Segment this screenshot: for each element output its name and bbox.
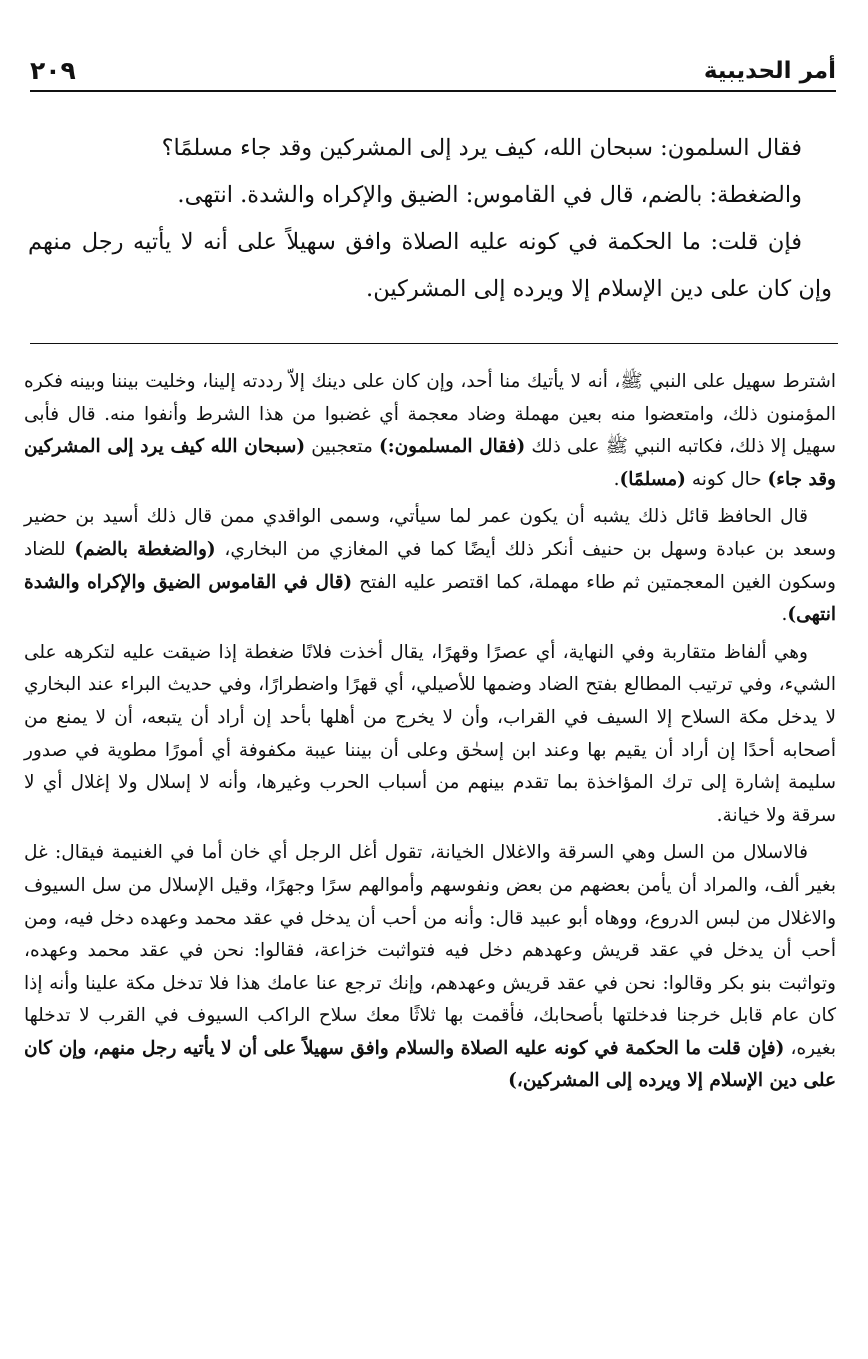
main-text-paragraph-2: والضغطة: بالضم، قال في القاموس: الضيق والإكراه والشدة. انتهى.	[177, 182, 802, 208]
commentary-text: .	[781, 604, 788, 626]
commentary-paragraph-1	[24, 366, 836, 496]
quoted-matn: (سبحان الله كيف يرد إلى المشركين وقد جاء)	[24, 436, 836, 490]
page-header	[30, 50, 836, 92]
commentary-text: اشترط سهيل على النبي ﷺ، أنه لا يأتيك منا أحد، وإن كان على دينك إلاّ رددته إلينا، وخليت بيننا وبينه فكره المؤمنون ذلك، وامتعضوا منه بعين مهملة وضاد معجمة أي غضبوا من هذا الشرط وأنفوا منه. قال فأبى سهيل إلا ذلك، فكاتبه النبي ﷺ على ذلك	[24, 371, 837, 458]
quoted-matn: (فقال المسلمون:)	[379, 436, 526, 458]
commentary-paragraph-4	[24, 837, 836, 1098]
commentary-text: للضاد وسكون الغين المعجمتين ثم طاء مهملة، كما اقتصر عليه الفتح	[24, 538, 836, 593]
text-separator-line	[30, 343, 838, 344]
commentary-text: فالاسلال من السل وهي السرقة والاغلال الخيانة، تقول أغل الرجل أي خان أما في الغنيمة فيقال: غل بغير ألف، والمراد أن يأمن بعضهم من بعض ونفوسهم وأموالهم سرًا وجهرًا، وقيل الإسلال من سل السيوف والاغلال من لبس الدروع، ووهاه أبو عبيد قال: وأنه من أحب أن يدخل في عقد محمد وعهده دخل فيه، ومن أحب أن يدخل في عقد قريش وعهدهم دخل فيه فتواثبت خزاعة، فقالوا: نحن في عقد محمد وعهده، وتواثبت بنو بكر وقالوا: نحن في عقد قريش وعهدهم، وإنك ترجع عنا عامك هذا فلا تدخل مكة علينا وأنه إذا كان عام قابل خرجنا فدخلتها بأصحابك، فأقمت بها ثلاثًا معك سلاح الراكب السيوف في القرب لا تدخلها بغيره،	[24, 842, 836, 1059]
commentary-text: حال كونه	[685, 468, 768, 490]
quoted-matn: (والضغطة بالضم)	[74, 538, 216, 560]
quoted-matn: (فإن قلت ما الحكمة في كونه عليه الصلاة والسلام وافق سهيلاً على أن لا يأتيه رجل منهم، وإن كان على دين الإسلام إلا ويرده إلى المشركين،)	[24, 1037, 836, 1092]
main-text	[28, 125, 832, 313]
main-text-paragraph-1: فقال السلمون: سبحان الله، كيف يرد إلى المشركين وقد جاء مسلمًا؟	[161, 135, 802, 161]
commentary-text: متعجبين	[305, 436, 380, 458]
commentary-paragraph-2	[24, 501, 836, 631]
commentary-paragraph-3: وهي ألفاظ متقاربة وفي النهاية، أي عصرًا وقهرًا، يقال أخذت فلانًا ضغطة إذا ضيقت عليه لتكرهه على الشيء، وفي ترتيب المطالع بفتح الضاد وضمها للأصيلي، أي قهرًا واضطرارًا، وفي حديث البراء عند البخاري لا يدخل مكة السلاح إلا السيف في القراب، وأن لا يخرج من أهلها بأحد إن أراد أن يتبعه، أن لا يمنع من أصحابه أحدًا إن أراد أن يقيم بها وعند ابن إسحٰق وعلى أن بيننا عيبة مكفوفة أي أمورًا مطوية في صدور سليمة إشارة إلى ترك المؤاخذة بما تقدم بينهم من أسباب الحرب وغيرها، وأنه لا إسلال ولا إغلال أي لا سرقة ولا خيانة.	[24, 641, 836, 826]
commentary	[24, 366, 836, 1103]
page-number: ٢٠٩	[30, 56, 76, 85]
main-text-paragraph-3: فإن قلت: ما الحكمة في كونه عليه الصلاة وافق سهيلاً على أنه لا يأتيه رجل منهم وإن كان على دين الإسلام إلا ويرده إلى المشركين.	[28, 229, 832, 302]
running-title: أمر الحديبية	[703, 58, 836, 84]
quoted-matn: (مسلمًا)	[619, 468, 686, 490]
commentary-text: .	[613, 468, 620, 490]
quoted-matn: (قال في القاموس الضيق والإكراه والشدة انتهى)	[24, 571, 836, 626]
commentary-text: قال الحافظ قائل ذلك يشبه أن يكون عمر لما سيأتي، وسمى الواقدي ممن قال ذلك أسيد بن حضير وسعد بن عبادة وسهل بن حنيف أنكر ذلك أيضًا كما في المغازي من البخاري،	[24, 506, 837, 560]
